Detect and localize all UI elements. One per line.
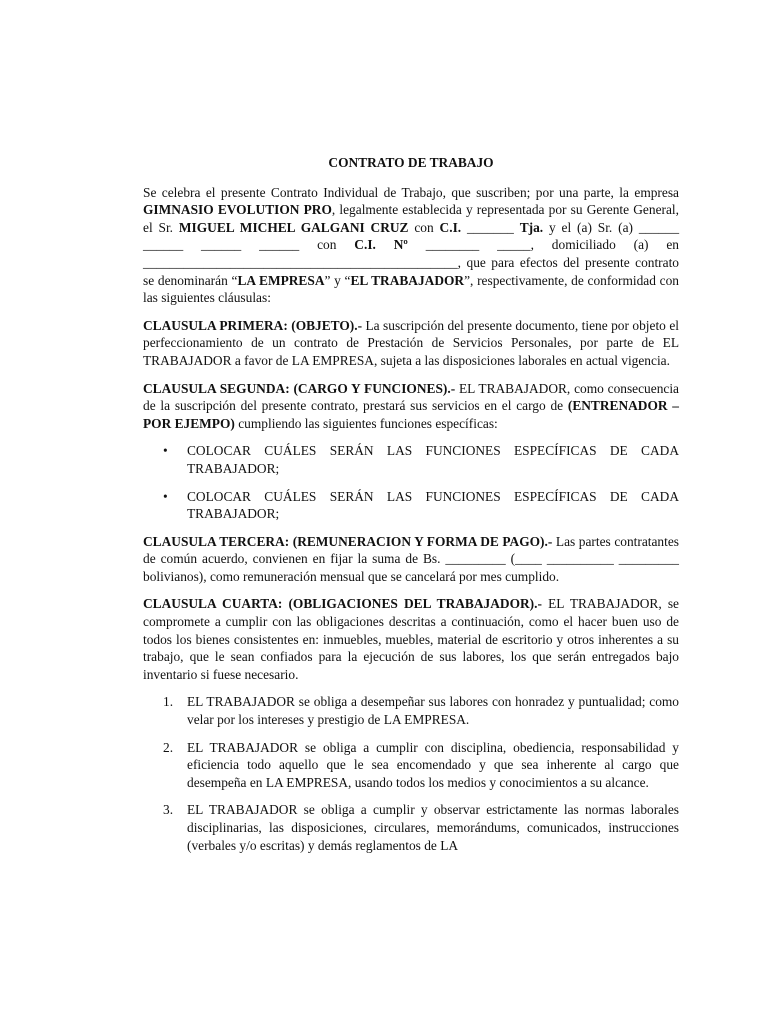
clause-1-heading: CLAUSULA PRIMERA: (OBJETO).-: [143, 317, 363, 333]
list-item: [143, 442, 679, 477]
list-item-text: EL TRABAJADOR se obliga a cumplir y observar estrictamente las normas laborales disciplinarias, las disposiciones, circulares, memorándums, comunicados, instrucciones (verbales y/o escritas) y demás reglamentos de LA: [187, 802, 679, 853]
list-number: 3.: [163, 802, 174, 818]
intro-text: , legalmente establecida y representada por su Gerente General, el Sr.: [143, 202, 679, 235]
clause-3-heading: CLAUSULA TERCERA: (REMUNERACION Y FORMA DE PAGO).-: [143, 533, 553, 549]
clause-3-text: Las partes contratantes de común acuerdo, convienen en fijar la suma de Bs. _________ (____ __________ _________ bolivianos), como remuneración mensual que se cancelará por mes cumplido.: [143, 533, 680, 584]
intro-text: ”, respectivamente, de conformidad con las siguientes cláusulas:: [143, 272, 679, 306]
clause-2-text: cumpliendo las siguientes funciones específicas:: [234, 415, 498, 431]
list-item: [143, 488, 679, 523]
list-item-text: COLOCAR CUÁLES SERÁN LAS FUNCIONES ESPECÍFICAS DE CADA TRABAJADOR;: [187, 488, 679, 522]
intro-text: Se celebra el presente Contrato Individual de Trabajo, que suscriben; por una parte, la empresa: [143, 184, 679, 200]
clause-1: [143, 317, 679, 370]
el-trabajador-term: EL TRABAJADOR: [350, 272, 465, 288]
list-item: [143, 739, 679, 792]
intro-text: _______: [461, 219, 520, 235]
company-name: GIMNASIO EVOLUTION PRO: [143, 202, 332, 218]
manager-name: MIGUEL MICHEL GALGANI CRUZ: [178, 219, 409, 235]
clause-3: [143, 533, 679, 586]
clause-2-text: EL TRABAJADOR, como consecuencia de la suscripción del presente contrato, prestará sus servicios en el cargo de: [143, 380, 679, 414]
la-empresa-term: LA EMPRESA: [237, 272, 325, 288]
clause-2-cargo: (ENTRENADOR – POR EJEMPO): [143, 398, 680, 431]
functions-list: [143, 442, 679, 522]
list-item-text: COLOCAR CUÁLES SERÁN LAS FUNCIONES ESPECÍFICAS DE CADA TRABAJADOR;: [187, 443, 679, 476]
tja-label: Tja.: [519, 219, 544, 235]
clause-2-heading: CLAUSULA SEGUNDA: (CARGO Y FUNCIONES).-: [143, 380, 456, 396]
bullet-icon: •: [163, 488, 168, 504]
bullet-icon: •: [163, 443, 168, 459]
clause-4-text: EL TRABAJADOR, se compromete a cumplir con las obligaciones descritas a continuación, como el hacer buen uso de todos los bienes consistentes en: inmuebles, muebles, material de escritorio y otros inherentes a su trabajo, que le sean confiados para la ejecución de sus labores, los que serán entregados bajo inventario si fuese necesario.: [143, 596, 679, 682]
intro-text: con: [408, 219, 440, 235]
list-number: 1.: [163, 694, 174, 710]
list-item: [143, 693, 679, 728]
clause-4-heading: CLAUSULA CUARTA: (OBLIGACIONES DEL TRABAJADOR).-: [143, 596, 542, 612]
clause-4: [143, 595, 679, 683]
obligations-list: [143, 693, 679, 854]
clause-1-text: La suscripción del presente documento, tiene por objeto el perfeccionamiento de un contrato de Prestación de Servicios Personales, por parte de EL TRABAJADOR a favor de LA EMPRESA, sujeta a las disposiciones laborales en actual vigencia.: [143, 317, 679, 368]
list-item-text: EL TRABAJADOR se obliga a cumplir con disciplina, obediencia, responsabilidad y eficiencia todo aquello que le sea encomendado y que sea inherente al cargo que desempeña en LA EMPRESA, usando todos los medios y conocimientos a su alcance.: [187, 739, 679, 790]
intro-text: y el (a) Sr. (a) ______ ______ ______ ______ con: [143, 219, 680, 253]
intro-paragraph: [143, 184, 679, 307]
ci-number-label: C.I. Nº: [354, 237, 408, 253]
list-item-text: EL TRABAJADOR se obliga a desempeñar sus labores con honradez y puntualidad; como velar por los intereses y prestigio de LA EMPRESA.: [187, 694, 679, 728]
contract-page: [143, 150, 679, 864]
clause-2: [143, 380, 679, 433]
list-number: 2.: [163, 739, 174, 755]
list-item: [143, 801, 679, 854]
intro-text: ” y “: [324, 272, 351, 288]
ci-label: C.I.: [439, 219, 462, 235]
intro-text: ________ _____, domiciliado (a) en _______________________________________________, que para efectos del presente contrato se denominarán “: [143, 237, 679, 288]
document-title: CONTRATO DE TRABAJO: [328, 155, 494, 170]
